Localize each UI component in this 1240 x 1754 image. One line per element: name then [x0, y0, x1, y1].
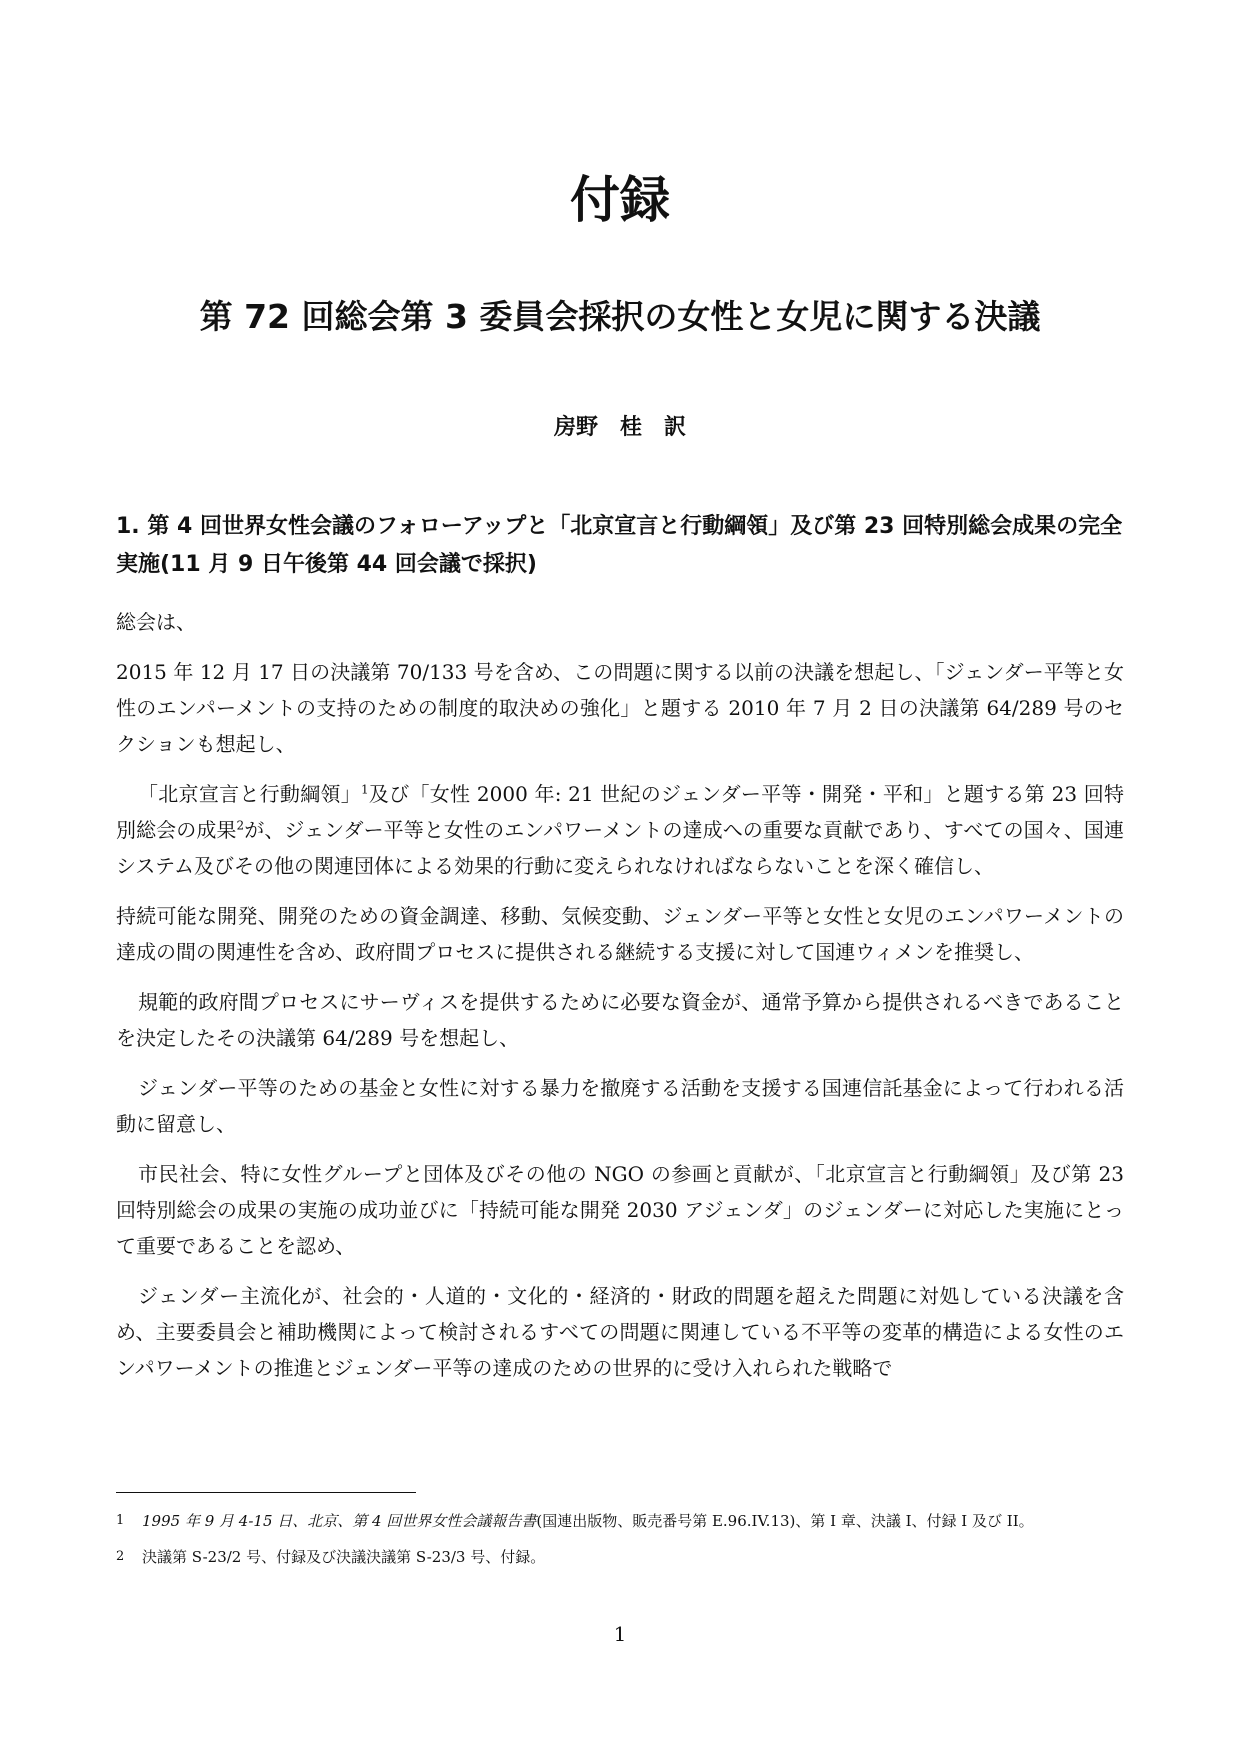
paragraph — [116, 776, 1124, 884]
paragraph: 規範的政府間プロセスにサーヴィスを提供するために必要な資金が、通常予算から提供されるべきであることを決定したその決議第 64/289 号を想起し、 — [116, 990, 1124, 1050]
footnote-number: 2 — [116, 1549, 125, 1564]
footnote-number: 1 — [116, 1513, 125, 1528]
paragraph: 2015 年 12 月 17 日の決議第 70/133 号を含め、この問題に関する以前の決議を想起し、「ジェンダー平等と女性のエンパーメントの支持のための制度的取決めの強化」と題する 2010 年 7 月 2 日の決議第 64/289 号のセクションも想起し、 — [116, 660, 1124, 756]
footnote-2 — [116, 1544, 1124, 1570]
body-text — [116, 604, 1124, 1400]
paragraph: 市民社会、特に女性グループと団体及びその他の NGO の参画と貢献が、「北京宣言と行動綱領」及び第 23 回特別総会の成果の実施の成功並びに「持続可能な開発 2030 アジェンダ」のジェンダーに対応した実施にとって重要であることを認め、 — [116, 1162, 1124, 1258]
document-subtitle: 第 72 回総会第 3 委員会採択の女性と女児に関する決議 — [199, 297, 1041, 336]
footnote-ref: 1 — [361, 782, 369, 797]
section-heading: 1. 第 4 回世界女性会議のフォローアップと「北京宣言と行動綱領」及び第 23 回特別総会成果の完全実施(11 月 9 日午後第 44 回会議で採択) — [116, 514, 1123, 577]
footnote-citation: 1995 年 9 月 4-15 日、北京、第 4 回世界女性会議報告書 — [142, 1512, 537, 1530]
paragraph-text: が、ジェンダー平等と女性のエンパワーメントの達成への重要な貢献であり、すべての国々、国連システム及びその他の関連団体による効果的行動に変えられなければならないことを深く確信し、 — [116, 818, 1125, 878]
paragraph-text: 「北京宣言と行動綱領」 — [138, 782, 362, 806]
paragraph: 総会は、 — [116, 610, 196, 634]
footnote-text: (国連出版物、販売番号第 E.96.IV.13)、第 I 章、決議 I、付録 I 及び II。 — [536, 1512, 1034, 1530]
page-number: 1 — [613, 1622, 627, 1646]
paragraph: 持続可能な開発、開発のための資金調達、移動、気候変動、ジェンダー平等と女性と女児のエンパワーメントの達成の間の関連性を含め、政府間プロセスに提供される継続する支援に対して国連ウィメンを推奨し、 — [116, 904, 1124, 964]
footnote-ref: 2 — [236, 818, 245, 833]
footnote-text: 決議第 S-23/2 号、付録及び決議決議第 S-23/3 号、付録。 — [142, 1548, 546, 1566]
paragraph: ジェンダー主流化が、社会的・人道的・文化的・経済的・財政的問題を超えた問題に対処している決議を含め、主要委員会と補助機関によって検討されるすべての問題に関連している不平等の変革的構造による女性のエンパワーメントの推進とジェンダー平等の達成のための世界的に受け入れられた戦略で — [116, 1284, 1124, 1380]
page-title: 付録 — [570, 171, 670, 229]
paragraph: ジェンダー平等のための基金と女性に対する暴力を撤廃する活動を支援する国連信託基金によって行われる活動に留意し、 — [116, 1076, 1124, 1136]
footnote-1 — [116, 1508, 1124, 1534]
footnote-divider — [116, 1492, 416, 1493]
paragraph-text: 及び「女性 2000 年: 21 世紀のジェンダー平等・開発・平和」と題する第 23 回特別総会の成果 — [116, 782, 1124, 842]
footnotes — [116, 1508, 1124, 1580]
translator-credit: 房野 桂 訳 — [553, 415, 686, 440]
